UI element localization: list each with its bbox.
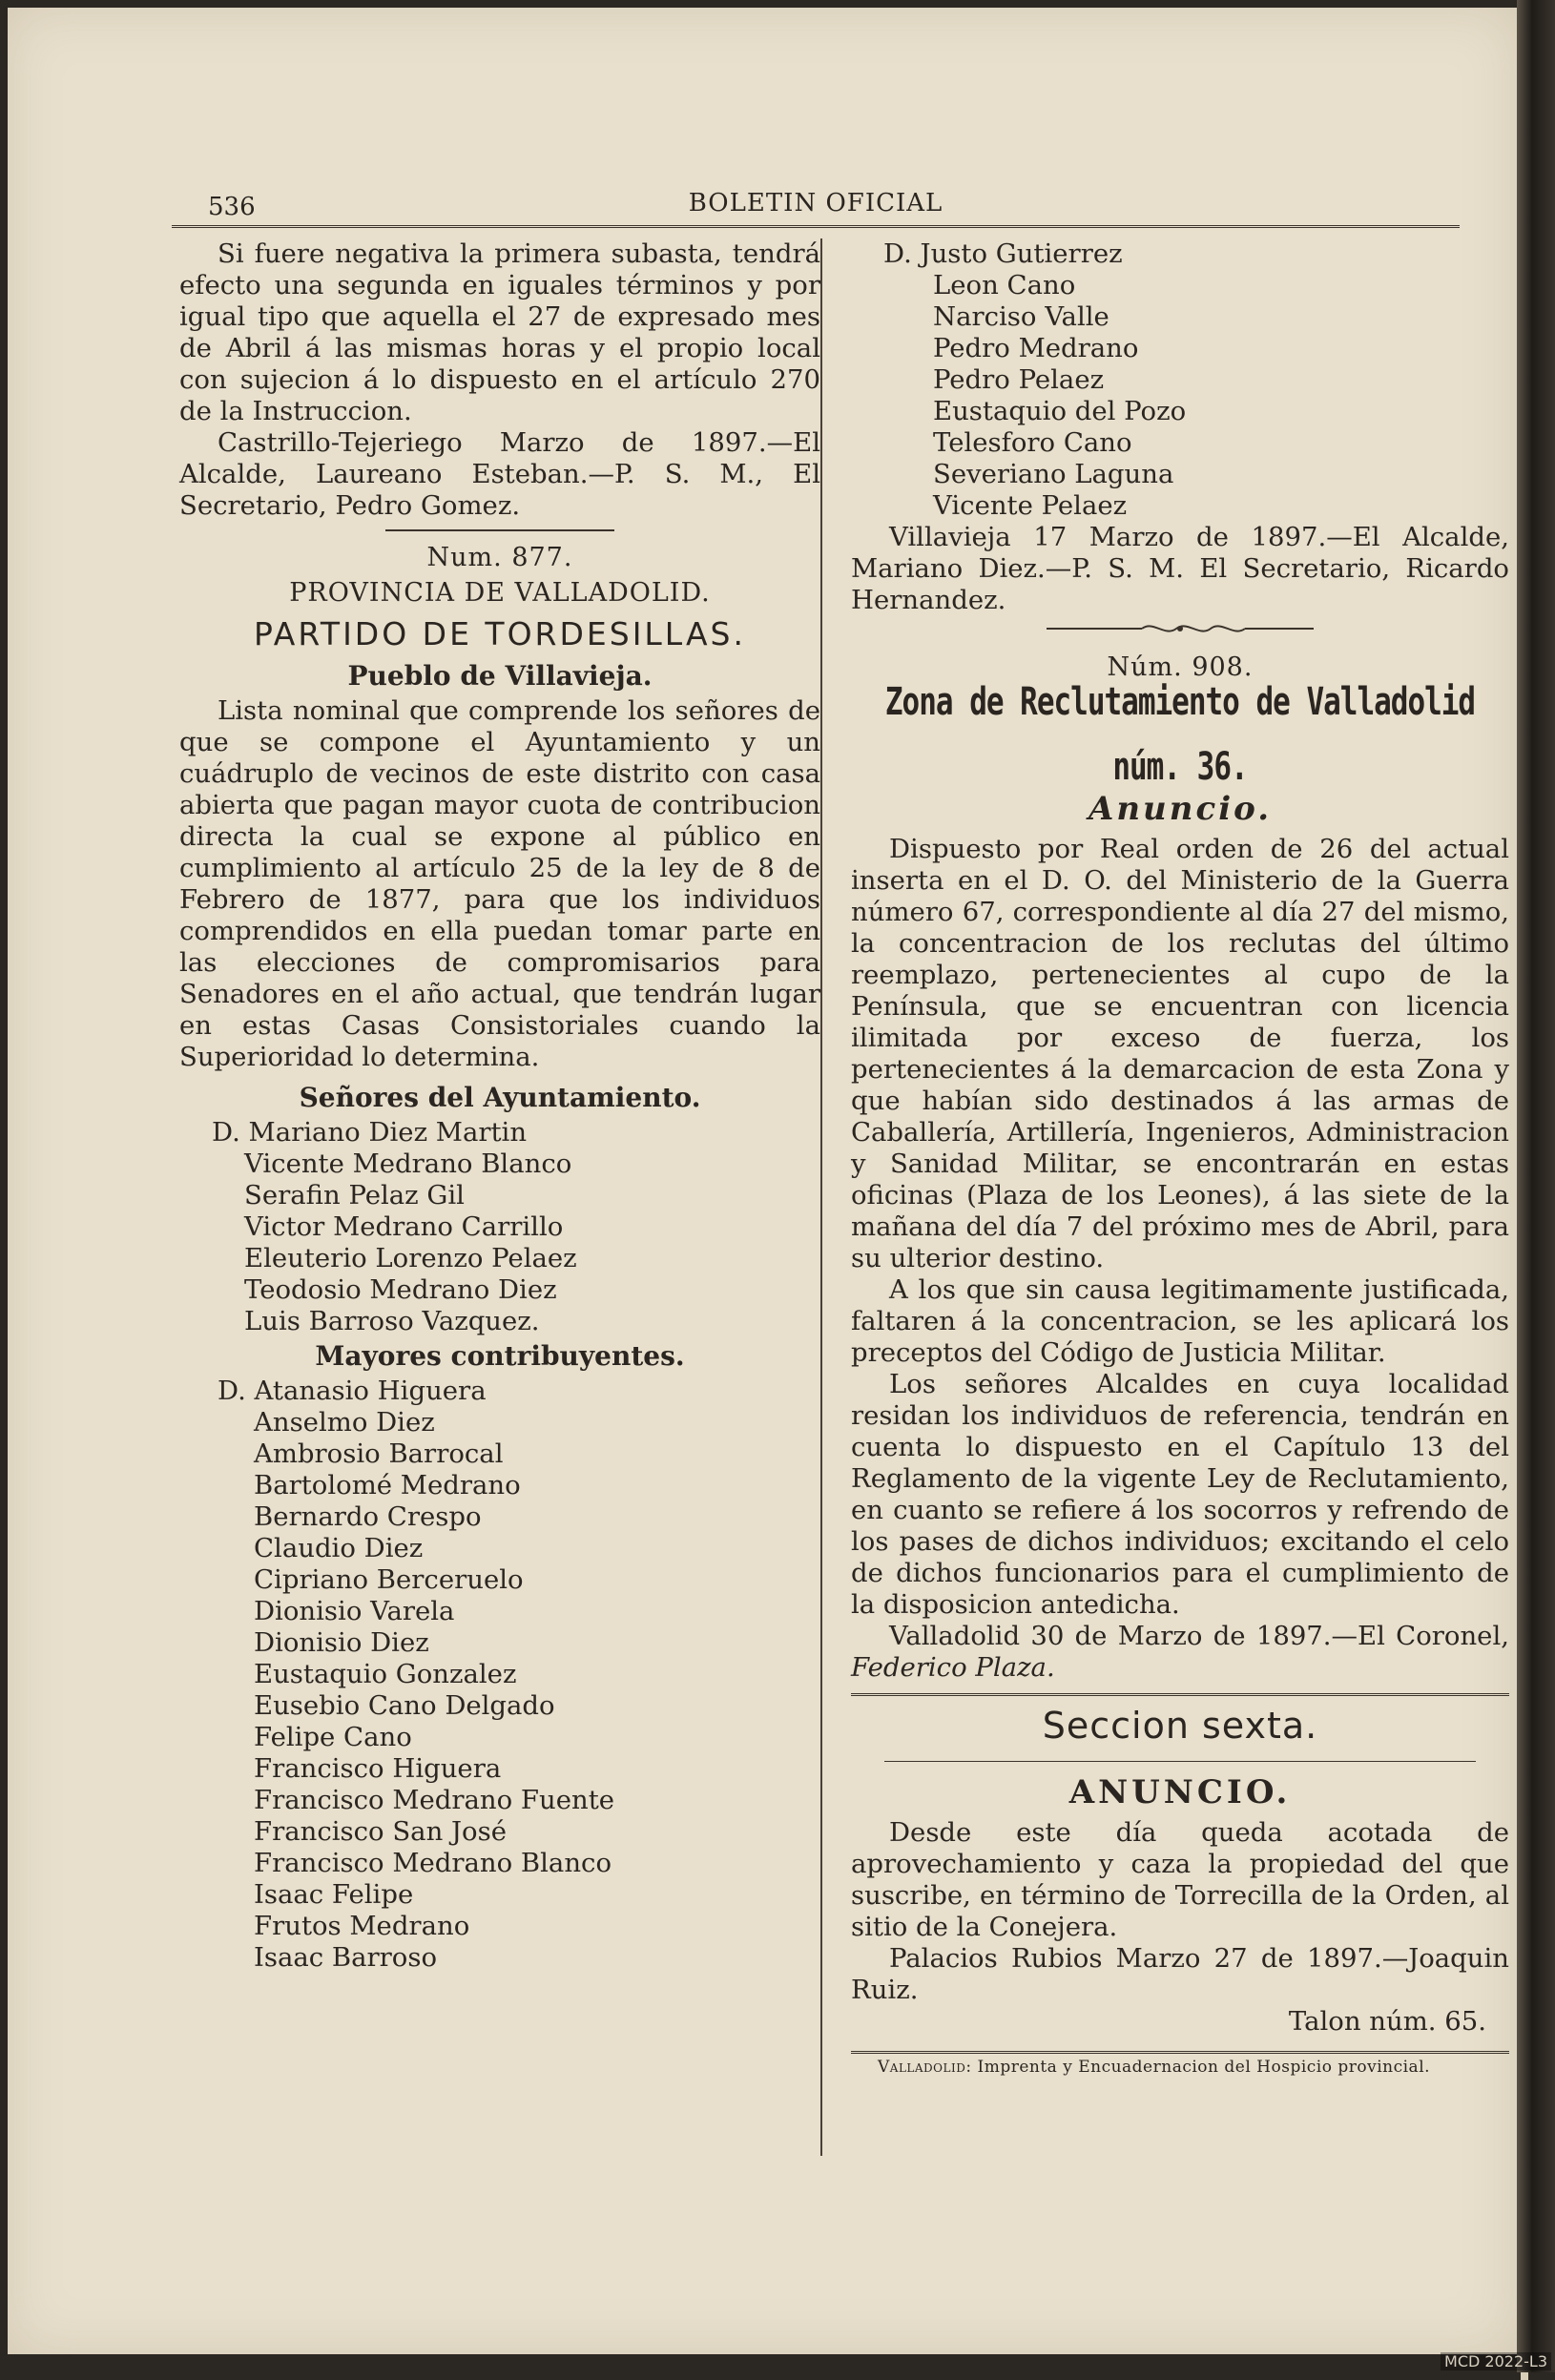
lista-paragraph: Lista nominal que comprende los señores de que se compone el Ayuntamiento y un cuádruplo de vecinos de este distrito con casa abierta que pagan mayor cuota de contribucion directa la cual se expone al público en cumplimiento al artículo 25 de la ley de 8 de Febrero de 1877, para que los individuos comprendidos en ella puedan tomar parte en las elecciones de compromisarios para Senadores en el año actual, que tendrán lugar en estas Casas Consistoriales cuando la Superioridad lo determina. [179, 695, 820, 1072]
ornament-flourish-icon [1047, 618, 1314, 639]
list-item: Leon Cano [933, 270, 1076, 300]
anuncio-heading: Anuncio. [1088, 790, 1273, 828]
list-item: Telesforo Cano [933, 427, 1132, 458]
mayores-heading: Mayores contribuyentes. [315, 1340, 685, 1372]
palacios-signature: Palacios Rubios Marzo 27 de 1897.—Joaquin Ruiz. [851, 1943, 1509, 2005]
zona-signature [851, 1621, 1509, 1684]
list-item: Cipriano Berceruelo [254, 1564, 524, 1595]
list-item: Teodosio Medrano Diez [244, 1274, 557, 1305]
imprenta-city: Valladolid: [878, 2058, 972, 2077]
list-item: Eleuterio Lorenzo Pelaez [244, 1243, 577, 1273]
zona-paragraph: A los que sin causa legitimamente justificada, faltaren á la concentracion, se les aplicará los preceptos del Código de Justicia Militar. [851, 1274, 1509, 1368]
acotada-paragraph: Desde este día queda acotada de aprovechamiento y caza la propiedad del que suscribe, en término de Torrecilla de la Orden, al sitio de la Conejera. [851, 1817, 1509, 1942]
list-item: Anselmo Diez [254, 1407, 435, 1438]
imprenta-text: Imprenta y Encuadernacion del Hospicio provincial. [977, 2058, 1431, 2077]
seccion-heading: Seccion sexta. [1042, 1705, 1318, 1747]
continued-names-list [851, 238, 1509, 522]
ornament-divider [851, 616, 1509, 651]
castrillo-signature: Castrillo-Tejeriego Marzo de 1897.—El Alcalde, Laureano Esteban.—P. S. M., El Secretario, Pedro Gomez. [179, 427, 820, 521]
list-item: Ambrosio Barrocal [254, 1438, 504, 1469]
list-item: Severiano Laguna [933, 459, 1174, 489]
partido-heading: PARTIDO DE TORDESILLAS. [254, 615, 746, 652]
list-item: Dionisio Diez [254, 1627, 429, 1658]
notice-number: Num. 877. [426, 543, 573, 572]
list-item: Vicente Pelaez [933, 490, 1128, 521]
section-rule [385, 529, 614, 531]
list-item: Francisco Medrano Fuente [254, 1785, 615, 1815]
list-item: Bartolomé Medrano [254, 1470, 521, 1500]
list-item: Serafin Pelaz Gil [244, 1180, 465, 1211]
list-item: Francisco San José [254, 1816, 507, 1847]
header-title: BOLETIN OFICIAL [688, 189, 943, 217]
header-rule [172, 225, 1460, 228]
anuncio-heading: ANUNCIO. [1068, 1773, 1292, 1811]
zona-paragraph: Los señores Alcaldes en cuya localidad residan los individuos de referencia, tendrán en cuenta lo dispuesto en el Capítulo 13 del Reglamento de la vigente Ley de Reclutamiento, en cuanto se refiere á los socorros y refrendo de los pases de dichos individuos; excitando el celo de dichos funcionarios para el cumplimiento de la disposicion antedicha. [851, 1369, 1509, 1620]
notice-number: Núm. 908. [1107, 652, 1254, 682]
list-item: Francisco Medrano Blanco [254, 1848, 612, 1878]
list-item: Eusebio Cano Delgado [254, 1690, 555, 1721]
list-item: Vicente Medrano Blanco [244, 1149, 572, 1179]
talon-number: Talon núm. 65. [1288, 2006, 1486, 2037]
villavieja-signature: Villavieja 17 Marzo de 1897.—El Alcalde, Mariano Diez.—P. S. M. El Secretario, Ricardo Hernandez. [851, 522, 1509, 615]
column-divider [820, 238, 822, 2156]
list-item: Pedro Medrano [933, 333, 1139, 363]
page-header [172, 187, 1460, 225]
pueblo-heading: Pueblo de Villavieja. [347, 660, 653, 692]
list-item: Eustaquio Gonzalez [254, 1659, 517, 1689]
section-rule [884, 1761, 1476, 1762]
list-item: Pedro Pelaez [933, 364, 1105, 395]
list-item: Felipe Cano [254, 1722, 412, 1752]
list-item: Francisco Higuera [254, 1753, 502, 1784]
ayuntamiento-list [179, 1117, 820, 1337]
ayuntamiento-heading: Señores del Ayuntamiento. [299, 1082, 701, 1113]
list-item: D. Mariano Diez Martin [212, 1117, 528, 1148]
list-item: Isaac Barroso [254, 1942, 438, 1973]
list-item: Eustaquio del Pozo [933, 396, 1187, 426]
list-item: Dionisio Varela [254, 1596, 455, 1626]
zona-signature-name: Federico Plaza. [851, 1652, 1055, 1683]
binding-shadow [1517, 0, 1555, 2372]
right-column [851, 238, 1509, 2080]
list-item: Bernardo Crespo [254, 1501, 482, 1532]
list-item: D. Justo Gutierrez [883, 238, 1123, 269]
list-item: D. Atanasio Higuera [218, 1376, 487, 1406]
imprenta-line [851, 2054, 1509, 2080]
list-item: Isaac Felipe [254, 1879, 414, 1910]
zona-paragraph: Dispuesto por Real orden de 26 del actual inserta en el D. O. del Ministerio de la Guerra número 67, correspondiente al día 27 del mismo, la concentracion de los reclutas del último reemplazo, pertenecientes al cupo de la Península, que se encuentran con licencia ilimitada por exceso de fuerza, los pertenecientes á la demarcacion de esta Zona y que habían sido destinados á las armas de Caballería, Artillería, Ingenieros, Administracion y Sanidad Militar, se encontrarán en estas oficinas (Plaza de los Leones), á las siete de la mañana del día 7 del próximo mes de Abril, para su ulterior destino. [851, 834, 1509, 1273]
zona-signature-text: Valladolid 30 de Marzo de 1897.—El Coronel, [889, 1621, 1509, 1651]
list-item: Victor Medrano Carrillo [244, 1211, 564, 1242]
zona-heading: Zona de Reclutamiento de Valladolid núm. 36. [884, 679, 1476, 790]
page-number: 536 [208, 193, 256, 221]
list-item: Frutos Medrano [254, 1911, 470, 1941]
list-item: Luis Barroso Vazquez. [244, 1306, 540, 1336]
mayores-list [179, 1376, 820, 1974]
list-item: Narciso Valle [933, 301, 1109, 332]
left-column [179, 238, 820, 1974]
list-item: Claudio Diez [254, 1533, 424, 1563]
province-heading: PROVINCIA DE VALLADOLID. [289, 578, 711, 608]
subasta-paragraph: Si fuere negativa la primera subasta, tendrá efecto una segunda en iguales términos y por igual tipo que aquella el 27 de expresado mes de Abril á las mismas horas y el propio local con sujecion á lo dispuesto en el artículo 270 de la Instruccion. [179, 238, 820, 426]
archive-watermark: MCD 2022-L3 [1441, 2352, 1551, 2370]
